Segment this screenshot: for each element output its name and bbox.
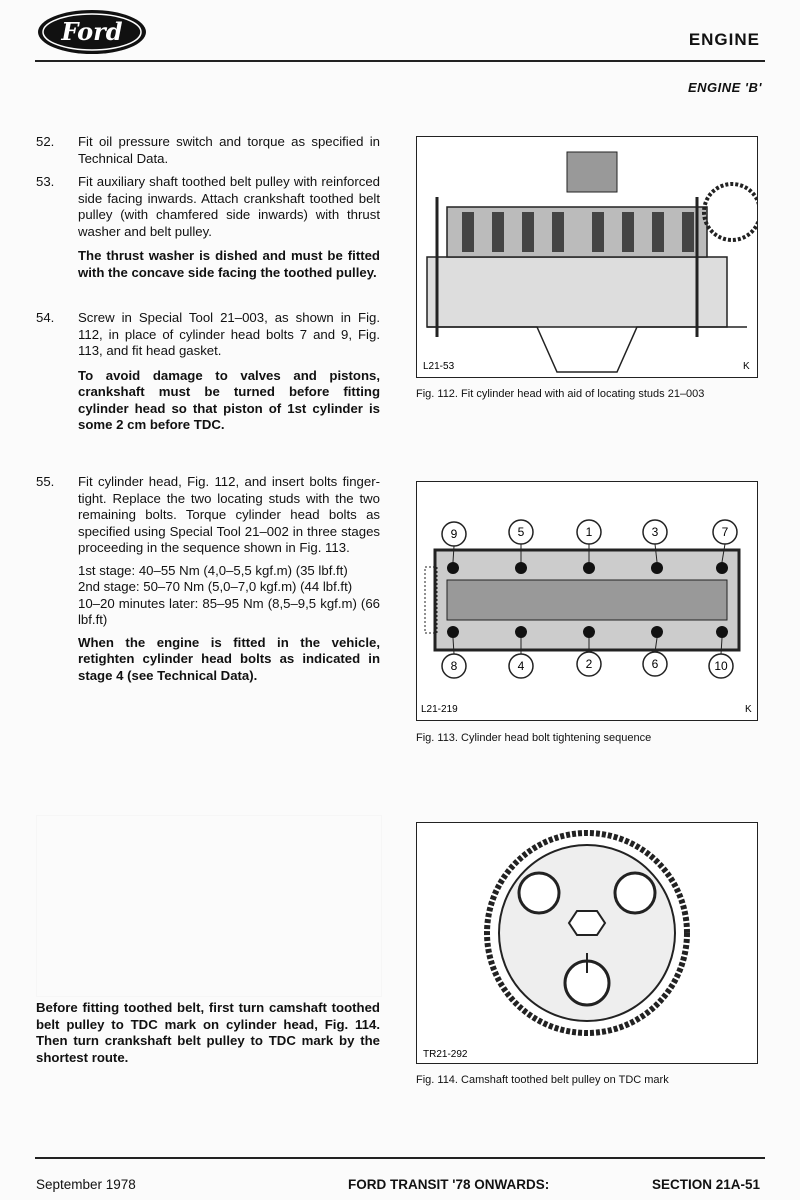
bolt-label-1: 1: [585, 525, 593, 539]
step-number: 55.: [36, 474, 55, 489]
bolt-label-3: 3: [651, 525, 659, 539]
figure-113-caption: Fig. 113. Cylinder head bolt tightening sequence: [416, 732, 652, 744]
bolt-label-5: 5: [517, 525, 525, 539]
figure-114: [416, 822, 758, 1064]
step-54: [36, 310, 380, 440]
bolt-label-4: 4: [517, 659, 525, 673]
header-rule: [35, 60, 765, 62]
bolt-label-6: 6: [651, 657, 659, 671]
section-title: ENGINE: [688, 30, 760, 49]
bolt-label-7: 7: [721, 525, 729, 539]
footer-publication: FORD TRANSIT '78 ONWARDS:: [348, 1177, 550, 1192]
step-text: Fit cylinder head, Fig. 112, and insert bolts finger-tight. Replace the two locating studs with the two remaining bolts. Torque cylinder head bolts as specified using Special Tool 21–002 in three stages proceeding in the sequence shown in Fig. 113.: [78, 474, 380, 555]
step-warning: To avoid damage to valves and pistons, crankshaft must be turned before fitting cylinder head so that piston of 1st cylinder is some 2 cm before TDC.: [78, 367, 380, 432]
figure-113: [416, 481, 758, 721]
bleed-through-shadow: [36, 815, 382, 997]
belt-fitting-note: Before fitting toothed belt, first turn camshaft toothed belt pulley to TDC mark on cylinder head, Fig. 114. Then turn crankshaft belt pulley to TDC mark by the shortest route.: [36, 1000, 380, 1065]
logo-text: Ford: [61, 17, 123, 46]
torque-stages: 1st stage: 40–55 Nm (4,0–5,5 kgf.m) (35 lbf.ft) 2nd stage: 50–70 Nm (5,0–7,0 kgf.m) (44 lbf.ft) 10–20 minutes later: 85–95 Nm (8,5–9,5 kgf.m) (66 lbf.ft): [78, 562, 380, 627]
figure-112: [416, 136, 758, 378]
step-55: [36, 474, 380, 690]
step-warning: When the engine is fitted in the vehicle, retighten cylinder head bolts as indicated in stage 4 (see Technical Data).: [78, 634, 380, 683]
figure-code: L21-53: [423, 361, 455, 372]
step-52: [36, 134, 380, 173]
step-text: Screw in Special Tool 21–003, as shown in Fig. 112, in place of cylinder head bolts 7 and 9, Fig. 113, and fit head gasket.: [78, 310, 380, 358]
subsection-title: ENGINE 'B': [687, 80, 762, 95]
bolt-label-2: 2: [585, 657, 593, 671]
step-text: Fit auxiliary shaft toothed belt pulley with reinforced side facing inwards. Attach crankshaft toothed belt pulley (with chamfered side inwards) with thrust washer and belt pulley.: [78, 174, 380, 239]
figure-112-caption: Fig. 112. Fit cylinder head with aid of locating studs 21–003: [416, 388, 705, 400]
footer-section: SECTION 21A-51: [651, 1177, 760, 1192]
step-53: [36, 174, 380, 287]
figure-corner-mark: K: [743, 361, 750, 372]
bolt-label-9: 9: [450, 527, 458, 541]
bolt-label-10: 10: [714, 659, 728, 673]
figure-corner-mark: K: [745, 704, 752, 715]
footer-rule: [35, 1157, 765, 1159]
step-warning: The thrust washer is dished and must be fitted with the concave side facing the toothed pulley.: [78, 248, 380, 280]
footer-date: September 1978: [36, 1177, 136, 1192]
figure-114-caption: Fig. 114. Camshaft toothed belt pulley on TDC mark: [416, 1074, 669, 1086]
figure-code: TR21-292: [423, 1049, 468, 1060]
step-text: Fit oil pressure switch and torque as specified in Technical Data.: [78, 134, 380, 166]
ford-logo: [36, 8, 148, 56]
figure-code: L21-219: [421, 704, 458, 715]
step-number: 52.: [36, 134, 55, 149]
step-number: 54.: [36, 310, 55, 325]
bolt-label-8: 8: [450, 659, 458, 673]
step-number: 53.: [36, 174, 55, 189]
